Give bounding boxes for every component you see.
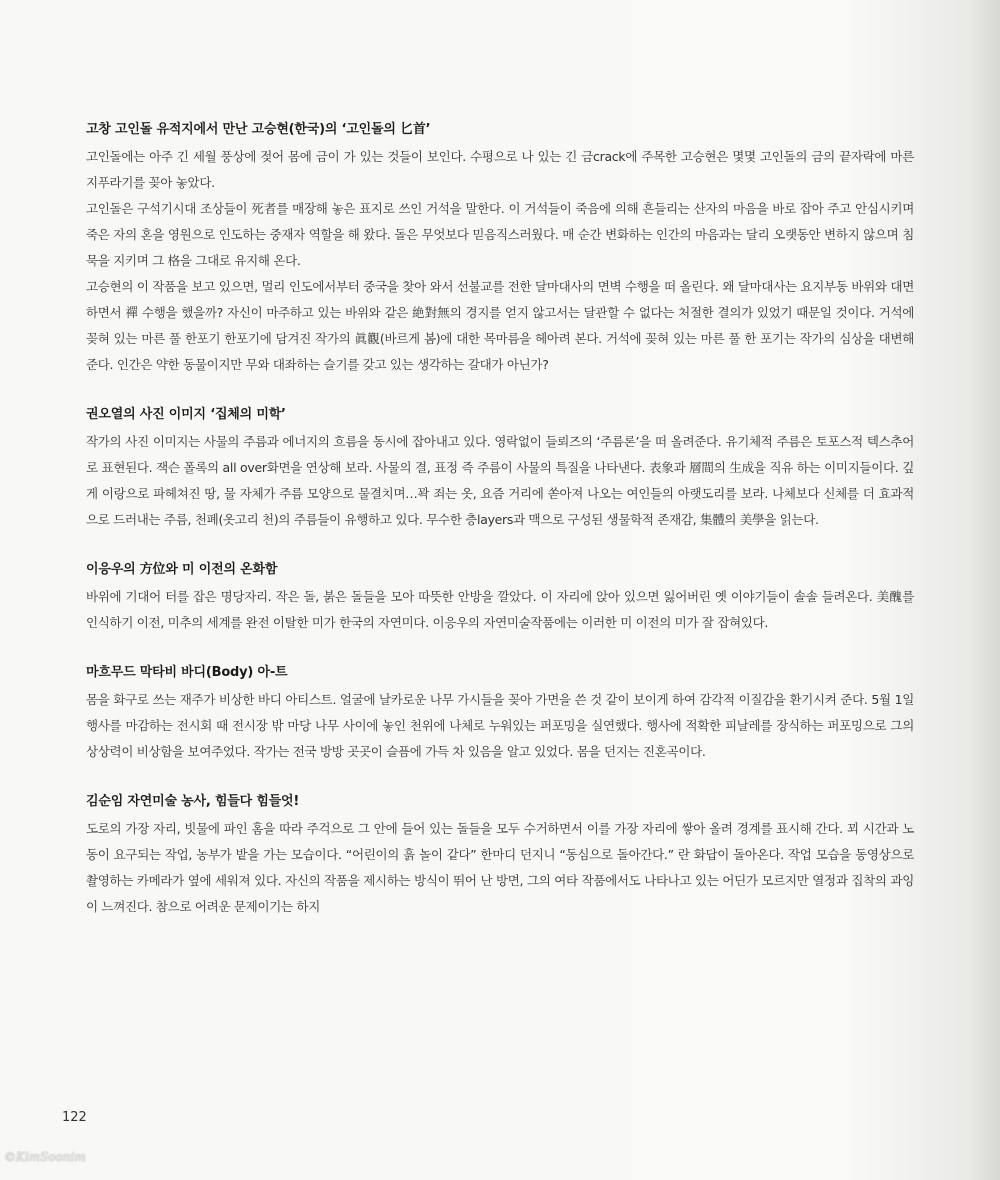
paragraph: 바위에 기대어 터를 잡은 명당자리. 작은 돌, 붉은 돌들을 모아 따뜻한 안방을 깔았다. 이 자리에 앉아 있으면 잃어버린 옛 이야기들이 솔솔 들려온다. 美醜를 인식하기 이전, 미추의 세계를 완전 이탈한 미가 한국의 자연미다. 이응우의 자연미술작품에는 이러한 미 이전의 미가 잘 잡혀있다. (86, 589, 914, 630)
section-mahmoud (86, 663, 914, 765)
copyright-watermark: ©KimSoonim (4, 1150, 86, 1164)
page-content (86, 120, 914, 947)
paragraph: 고인돌에는 아주 긴 세월 풍상에 젖어 몸에 금이 가 있는 것들이 보인다. 수평으로 나 있는 긴 금crack에 주목한 고승현은 몇몇 고인돌의 금의 끝자락에 마른 지푸라기를 꽂아 놓았다. (86, 149, 914, 190)
section-heading: 고창 고인돌 유적지에서 만난 고승현(한국)의 ‘고인돌의 匕首’ (86, 122, 431, 137)
paragraph: 도로의 가장 자리, 빗물에 파인 홈을 따라 주걱으로 그 안에 들어 있는 돌들을 모두 수거하면서 이를 가장 자리에 쌓아 올려 경계를 표시해 간다. 꾀 시간과 노동이 요구되는 작업, 농부가 밭을 가는 모습이다. “어린이의 흙 놀이 같다” 한마디 던지니 “동심으로 돌아간다.” 란 화답이 돌아온다. 작업 모습을 동영상으로 촬영하는 카메라가 옆에 세워져 있다. 자신의 작품을 제시하는 방식이 뛰어 난 방면, 그의 여타 작품에서도 나타나고 있는 어딘가 모르지만 열정과 집착의 과잉이 느껴진다. 참으로 어려운 문제이기는 하지 (86, 821, 914, 914)
paragraph: 몸을 화구로 쓰는 재주가 비상한 바디 아티스트. 얼굴에 날카로운 나무 가시들을 꽂아 가면을 쓴 것 같이 보이게 하여 감각적 이질감을 환기시켜 준다. 5월 1일 행사를 마감하는 전시회 때 전시장 밖 마당 나무 사이에 놓인 천위에 나체로 누워있는 퍼포밍을 실연했다. 행사에 적확한 피날레를 장식하는 퍼포밍으로 그의 상상력이 비상함을 보여주었다. 작가는 전국 방방 곳곳이 슬픔에 가득 차 있음을 알고 있었다. 몸을 던지는 진혼곡이다. (86, 692, 914, 759)
section-lee (86, 560, 914, 636)
section-kimsoonim (86, 792, 914, 920)
paragraph: 고승현의 이 작품을 보고 있으면, 멀리 인도에서부터 중국을 찾아 와서 선불교를 전한 달마대사의 면벽 수행을 떠 올린다. 왜 달마대사는 요지부동 바위와 대면하면서 禪 수행을 했을까? 자신이 마주하고 있는 바위와 같은 絶對無의 경지를 얻지 않고서는 달관할 수 없다는 처절한 결의가 있었기 때문일 것이다. 거석에 꽂혀 있는 마른 풀 한포기 한포기에 담겨진 작가의 眞觀(바르게 봄)에 대한 목마름을 헤아려 본다. 거석에 꽂혀 있는 마른 풀 한 포기는 작가의 심상을 대변해 준다. 인간은 약한 동물이지만 무와 대좌하는 슬기를 갖고 있는 생각하는 갈대가 아닌가? (86, 279, 914, 372)
section-kwon (86, 405, 914, 533)
section-heading: 김순임 자연미술 농사, 힘들다 힘들엇! (86, 794, 300, 809)
section-heading: 마흐무드 막타비 바디(Body) 아-트 (86, 665, 288, 680)
paragraph: 작가의 사진 이미지는 사물의 주름과 에너지의 흐름을 동시에 잡아내고 있다. 영락없이 들뢰즈의 ‘주름론’을 떠 올려준다. 유기체적 주름은 토포스적 텍스추어로 표현된다. 잭슨 폴록의 all over화면을 연상해 보라. 사물의 결, 표정 즉 주름이 사물의 특질을 나타낸다. 表象과 層間의 生成을 직유 하는 이미지들이다. 깊게 이랑으로 파헤쳐진 땅, 물 자체가 주름 모양으로 물결치며…꽉 죄는 옷, 요즘 거리에 쏟아져 나오는 여인들의 아랫도리를 보라. 나체보다 신체를 더 효과적으로 드러내는 주름, 천폐(옷고리 천)의 주름들이 유행하고 있다. 무수한 층layers과 맥으로 구성된 생물학적 존재감, 集體의 美學을 읽는다. (86, 434, 914, 527)
section-heading: 이응우의 方位와 미 이전의 온화함 (86, 562, 278, 577)
page-number: 122 (62, 1110, 87, 1125)
paragraph: 고인돌은 구석기시대 조상들이 死者를 매장해 놓은 표지로 쓰인 거석을 말한다. 이 거석들이 죽음에 의해 흔들리는 산자의 마음을 바로 잡아 주고 안심시키며 죽은 자의 혼을 영원으로 인도하는 중재자 역할을 해 왔다. 돌은 무엇보다 믿음직스러웠다. 매 순간 변화하는 인간의 마음과는 달리 오랫동안 변하지 않으며 침묵을 지키며 그 格을 그대로 유지해 온다. (86, 201, 914, 268)
section-gochang (86, 120, 914, 378)
section-heading: 권오열의 사진 이미지 ‘집체의 미학’ (86, 407, 286, 422)
